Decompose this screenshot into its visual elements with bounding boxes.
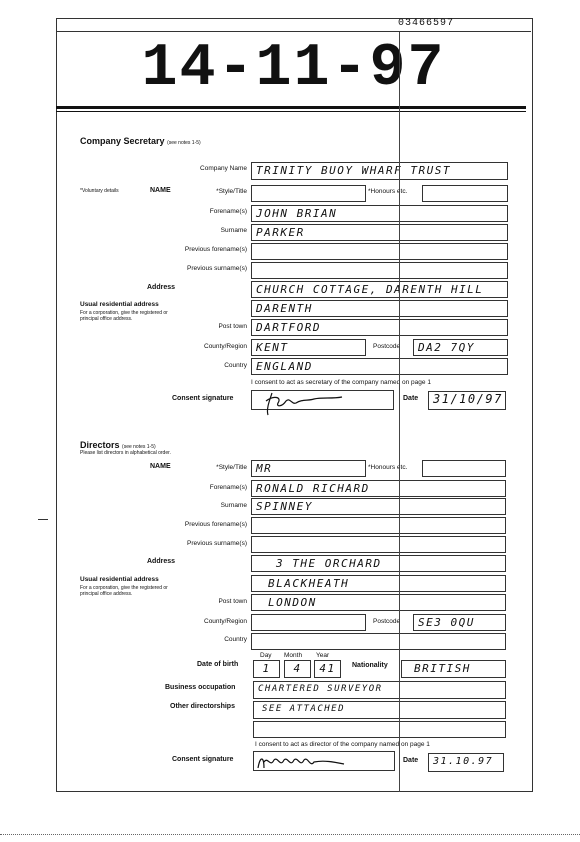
dob-year-label: Year xyxy=(316,652,330,659)
director-surname-field[interactable]: SPINNEY xyxy=(251,498,506,515)
secretary-forenames-field[interactable]: JOHN BRIAN xyxy=(251,205,508,222)
secretary-prev-surnames-field[interactable] xyxy=(251,262,508,279)
company-name-label: Company Name xyxy=(200,165,247,172)
nationality-field[interactable]: BRITISH xyxy=(401,660,506,678)
dob-day-field[interactable]: 1 xyxy=(253,660,280,678)
county-label: County/Region xyxy=(204,343,247,350)
secretary-post-town-field[interactable]: DARTFORD xyxy=(251,319,508,336)
director-date-field[interactable]: 31.10.97 xyxy=(428,753,504,772)
thick-rule xyxy=(56,106,526,109)
prev-forenames-label: Previous forename(s) xyxy=(184,246,247,253)
secretary-postcode-field[interactable]: DA2 7QY xyxy=(413,339,508,356)
secretary-consent-text: I consent to act as secretary of the company named on page 1 xyxy=(251,379,431,386)
consent-signature-label: Consent signature xyxy=(172,395,234,402)
secretary-address-line1-field[interactable]: CHURCH COTTAGE, DARENTH HILL xyxy=(251,281,508,298)
usual-address-label: Usual residential address xyxy=(80,301,159,308)
director-post-town-label: Post town xyxy=(218,598,247,605)
director-name-label: NAME xyxy=(150,463,171,470)
directors-subnote: Please list directors in alphabetical order. xyxy=(80,450,171,456)
dob-year-field[interactable]: 41 xyxy=(314,660,341,678)
director-signature-scribble-icon xyxy=(254,752,394,772)
secretary-heading: Company Secretary (see notes 1-5) xyxy=(80,136,201,146)
thin-rule xyxy=(56,111,526,112)
dob-label: Date of birth xyxy=(197,661,239,668)
page-bottom-border xyxy=(0,834,580,835)
director-prev-forenames-label: Previous forename(s) xyxy=(184,521,247,528)
secretary-name-label: NAME xyxy=(150,187,171,194)
other-directorships-label: Other directorships xyxy=(170,703,235,710)
director-honours-field[interactable] xyxy=(422,460,506,477)
director-post-town-field[interactable]: LONDON xyxy=(251,594,506,611)
voluntary-note: *Voluntary details xyxy=(80,188,119,194)
director-address-line2-field[interactable]: BLACKHEATH xyxy=(251,575,506,592)
secretary-surname-field[interactable]: PARKER xyxy=(251,224,508,241)
director-forenames-field[interactable]: RONALD RICHARD xyxy=(251,480,506,497)
dob-day-label: Day xyxy=(260,652,272,659)
header-rule xyxy=(56,31,531,32)
secretary-country-field[interactable]: ENGLAND xyxy=(251,358,508,375)
dob-month-label: Month xyxy=(284,652,303,659)
secretary-date-label: Date xyxy=(403,395,419,402)
director-country-field[interactable] xyxy=(251,633,506,650)
forenames-label: Forename(s) xyxy=(209,208,247,215)
date-stamp: 14-11-97 xyxy=(141,35,446,103)
secretary-county-field[interactable]: KENT xyxy=(251,339,366,356)
secretary-honours-field[interactable] xyxy=(422,185,508,202)
honours-label: *Honours etc. xyxy=(368,188,408,195)
country-label: Country xyxy=(224,362,247,369)
secretary-style-title-field[interactable] xyxy=(251,185,366,202)
occupation-field[interactable]: CHARTERED SURVEYOR xyxy=(253,681,506,699)
margin-mark xyxy=(38,519,48,520)
style-title-label: *Style/Title xyxy=(216,188,247,195)
reference-number: 03466597 xyxy=(398,18,455,29)
director-usual-address-label: Usual residential address xyxy=(80,576,159,583)
address-label: Address xyxy=(147,284,176,291)
director-honours-label: *Honours etc. xyxy=(368,464,408,471)
director-usual-address-note: For a corporation, give the registered or principal office address. xyxy=(80,585,168,597)
director-county-field[interactable] xyxy=(251,614,366,631)
director-style-title-field[interactable]: MR xyxy=(251,460,366,477)
director-consent-signature-label: Consent signature xyxy=(172,756,234,763)
occupation-label: Business occupation xyxy=(165,684,236,691)
director-style-title-label: *Style/Title xyxy=(216,464,247,471)
director-forenames-label: Forename(s) xyxy=(209,484,247,491)
director-surname-label: Surname xyxy=(220,502,247,509)
director-signature-field[interactable] xyxy=(253,751,395,771)
director-address-line1-field[interactable]: 3 THE ORCHARD xyxy=(251,555,506,572)
usual-address-note: For a corporation, give the registered or principal office address. xyxy=(80,310,168,322)
nationality-label: Nationality xyxy=(352,662,388,669)
signature-scribble-icon xyxy=(252,389,393,419)
post-town-label: Post town xyxy=(218,323,247,330)
surname-label: Surname xyxy=(220,227,247,234)
director-prev-surnames-field[interactable] xyxy=(251,536,506,553)
director-prev-forenames-field[interactable] xyxy=(251,517,506,534)
other-directorships-field[interactable]: SEE ATTACHED xyxy=(253,701,506,719)
secretary-prev-forenames-field[interactable] xyxy=(251,243,508,260)
prev-surnames-label: Previous surname(s) xyxy=(187,265,247,272)
director-county-label: County/Region xyxy=(204,618,247,625)
director-consent-text: I consent to act as director of the company named on page 1 xyxy=(255,741,430,748)
director-date-label: Date xyxy=(403,757,419,764)
director-country-label: Country xyxy=(224,636,247,643)
postcode-label: Postcode xyxy=(373,343,401,350)
secretary-address-line2-field[interactable]: DARENTH xyxy=(251,300,508,317)
other-directorships-field-2[interactable] xyxy=(253,721,506,738)
company-name-field[interactable]: TRINITY BUOY WHARF TRUST xyxy=(251,162,508,180)
secretary-signature-field[interactable] xyxy=(251,390,394,410)
dob-month-field[interactable]: 4 xyxy=(284,660,311,678)
director-address-label: Address xyxy=(147,558,176,565)
director-postcode-field[interactable]: SE3 0QU xyxy=(413,614,506,631)
directors-heading: Directors (see notes 1-5) xyxy=(80,440,156,450)
fold-line xyxy=(399,32,400,792)
secretary-date-field[interactable]: 31/10/97 xyxy=(428,391,506,410)
director-postcode-label: Postcode xyxy=(373,618,401,625)
director-prev-surnames-label: Previous surname(s) xyxy=(187,540,247,547)
